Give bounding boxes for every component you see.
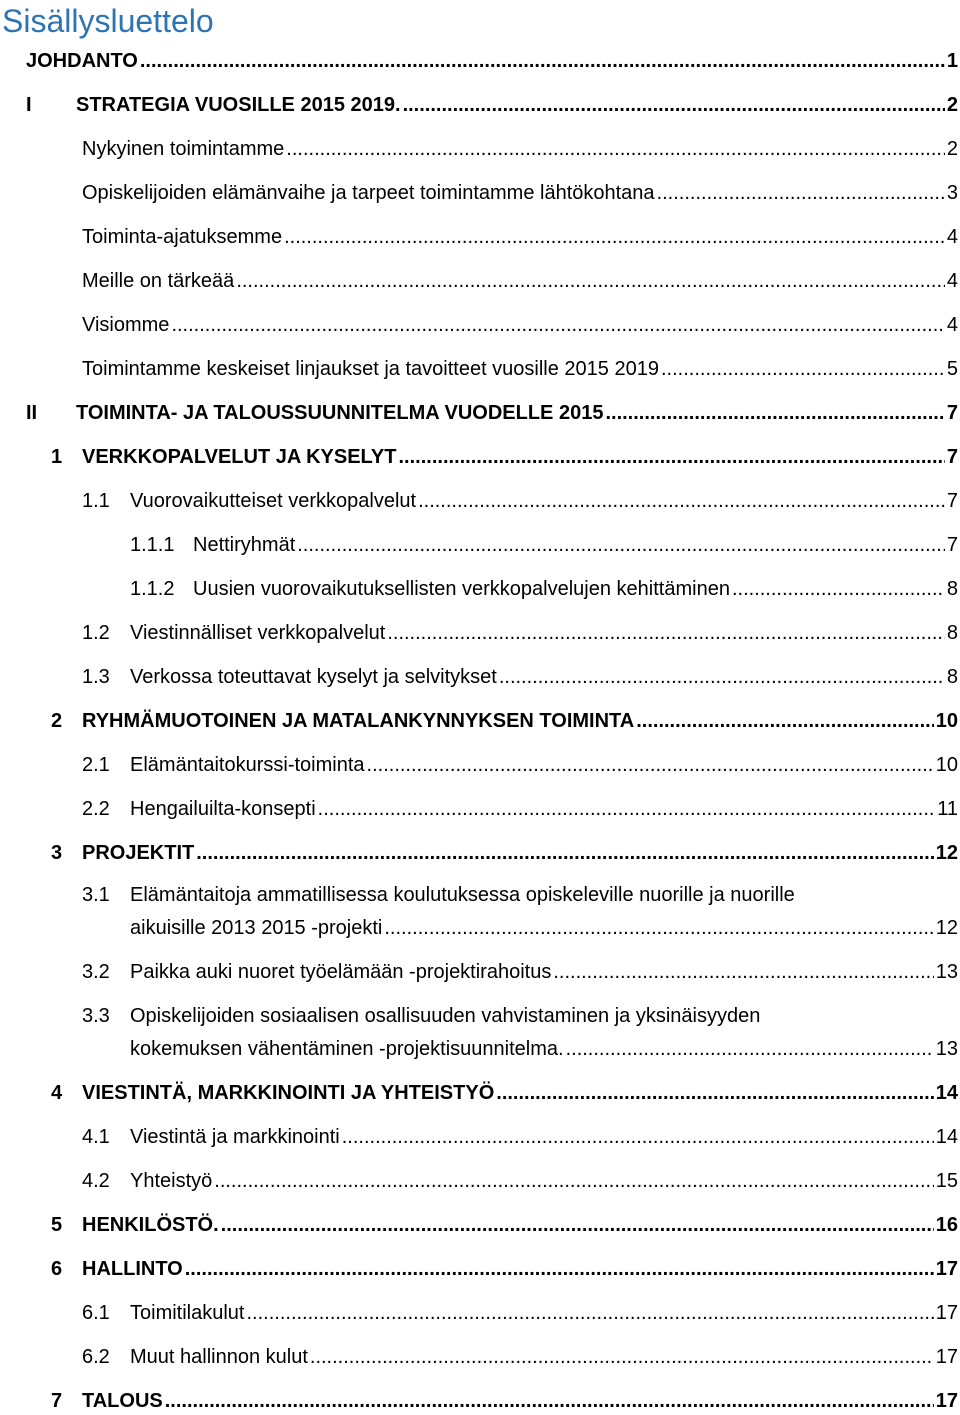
toc-entry[interactable]: [0, 795, 960, 823]
toc-entry-text-line1: Elämäntaitoja ammatillisessa koulutuksessa opiskeleville nuorille ja nuorille: [130, 884, 795, 906]
toc-entry-text: TOIMINTA- JA TALOUSSUUNNITELMA VUODELLE 2015: [76, 402, 604, 424]
toc-entry-number: 3.2: [82, 961, 110, 983]
toc-entry[interactable]: [0, 707, 960, 735]
toc-entry[interactable]: [0, 881, 960, 942]
toc-entry-page: 17: [935, 1346, 958, 1368]
toc-entry-number: 1.1.1: [130, 534, 175, 556]
toc-entry-text: Meille on tärkeää: [82, 270, 235, 292]
toc-entry-number: 2: [51, 710, 63, 732]
toc-entry-number: 1.2: [82, 622, 110, 644]
toc-entry-number: 4.1: [82, 1126, 110, 1148]
toc-entry-page: 10: [935, 710, 958, 732]
toc-entry-page: 10: [935, 754, 958, 776]
toc-entry[interactable]: [0, 575, 960, 603]
toc-entry[interactable]: [0, 1167, 960, 1195]
toc-entry[interactable]: [0, 223, 960, 251]
toc-entry-page: 17: [935, 1302, 958, 1324]
dot-leader: [499, 663, 945, 691]
toc-entry-page: 15: [935, 1170, 958, 1192]
dot-leader: [636, 707, 934, 735]
toc-entry-number: 5: [51, 1214, 63, 1236]
toc-entry-page: 3: [946, 182, 958, 204]
toc-entry-page: 7: [946, 402, 958, 424]
toc-entry[interactable]: [0, 399, 960, 427]
dot-leader: [732, 575, 945, 603]
toc-entry-page: 7: [946, 534, 958, 556]
toc-entry-number: 3.3: [82, 1005, 110, 1027]
dot-leader: [140, 47, 945, 75]
toc-entry-page: 14: [935, 1126, 958, 1148]
toc-entry-number: 4: [51, 1082, 63, 1104]
dot-leader: [318, 795, 936, 823]
toc-entry[interactable]: [0, 751, 960, 779]
toc-entry-number: II: [26, 402, 38, 424]
toc-entry-text-line1: Opiskelijoiden sosiaalisen osallisuuden vahvistaminen ja yksinäisyyden: [130, 1005, 761, 1027]
toc-entry-page: 16: [935, 1214, 958, 1236]
toc-entry[interactable]: [0, 958, 960, 986]
toc-entry-text: Visiomme: [82, 314, 170, 336]
dot-leader: [284, 223, 945, 251]
toc-entry-text: Viestinnälliset verkkopalvelut: [130, 622, 386, 644]
toc-entry[interactable]: [0, 47, 960, 75]
toc-entry-text: kokemuksen vähentäminen -projektisuunnitelma.: [130, 1038, 564, 1060]
toc-entry[interactable]: [0, 311, 960, 339]
toc-entry[interactable]: [0, 443, 960, 471]
toc-entry-page: 12: [935, 917, 958, 939]
toc-entry[interactable]: [0, 1343, 960, 1371]
toc-entry-text: Toimintamme keskeiset linjaukset ja tavoitteet vuosille 2015 2019: [82, 358, 659, 380]
toc-entry-number: 6: [51, 1258, 63, 1280]
toc-entry-text: Nykyinen toimintamme: [82, 138, 285, 160]
toc-entry[interactable]: [0, 1079, 960, 1107]
dot-leader: [661, 355, 945, 383]
dot-leader: [221, 1211, 934, 1239]
toc-entry[interactable]: [0, 663, 960, 691]
dot-leader: [399, 443, 945, 471]
toc-entry-text: Toimitilakulut: [130, 1302, 245, 1324]
toc-entry-page: 8: [946, 666, 958, 688]
dot-leader: [496, 1079, 933, 1107]
toc-entry-page: 14: [935, 1082, 958, 1104]
toc-entry-text: TALOUS: [82, 1390, 163, 1412]
toc-entry-page: 17: [935, 1390, 958, 1412]
toc-entry-number: 1.1.2: [130, 578, 175, 600]
toc-entry-number: 6.2: [82, 1346, 110, 1368]
dot-leader: [384, 914, 933, 942]
toc-entry-text: Viestintä ja markkinointi: [130, 1126, 340, 1148]
toc-entry-number: 3: [51, 842, 63, 864]
dot-leader: [236, 267, 945, 295]
toc-entry[interactable]: [0, 1255, 960, 1283]
toc-entry-page: 1: [946, 50, 958, 72]
toc-entry[interactable]: [0, 1387, 960, 1415]
toc-entry-text: HENKILÖSTÖ.: [82, 1214, 219, 1236]
toc-title: Sisällysluettelo: [2, 3, 214, 39]
toc-entry-text: Nettiryhmät: [193, 534, 296, 556]
dot-leader: [657, 179, 945, 207]
toc-entry-text: Yhteistyö: [130, 1170, 213, 1192]
toc-entry[interactable]: [0, 267, 960, 295]
dot-leader: [171, 311, 944, 339]
toc-entry-page: 8: [946, 578, 958, 600]
dot-leader: [297, 531, 945, 559]
dot-leader: [387, 619, 945, 647]
toc-entry-text: Muut hallinnon kulut: [130, 1346, 308, 1368]
toc-entry-page: 7: [946, 446, 958, 468]
toc-entry-text: Vuorovaikutteiset verkkopalvelut: [130, 490, 417, 512]
toc-entry[interactable]: [0, 619, 960, 647]
toc-entry-text: JOHDANTO: [26, 50, 138, 72]
toc-entry-text: Elämäntaitokurssi-toiminta: [130, 754, 365, 776]
dot-leader: [185, 1255, 934, 1283]
dot-leader: [605, 399, 944, 427]
toc-entry[interactable]: [0, 179, 960, 207]
toc-entry-text: VERKKOPALVELUT JA KYSELYT: [82, 446, 397, 468]
toc-entry[interactable]: [0, 135, 960, 163]
toc-entry[interactable]: [0, 531, 960, 559]
dot-leader: [553, 958, 933, 986]
toc-entry-page: 13: [935, 961, 958, 983]
dot-leader: [367, 751, 934, 779]
dot-leader: [342, 1123, 934, 1151]
toc-entry-number: 4.2: [82, 1170, 110, 1192]
toc-entry-number: 7: [51, 1390, 63, 1412]
toc-entry-page: 8: [946, 622, 958, 644]
toc-entry-text: HALLINTO: [82, 1258, 183, 1280]
dot-leader: [286, 135, 945, 163]
toc-entry[interactable]: [0, 91, 960, 119]
toc-entry-page: 11: [937, 798, 958, 820]
toc-entry-page: 4: [946, 226, 958, 248]
toc-entry-number: 3.1: [82, 884, 110, 906]
dot-leader: [196, 839, 934, 867]
toc-entry-page: 17: [935, 1258, 958, 1280]
dot-leader: [246, 1299, 933, 1327]
toc-entry-page: 4: [946, 314, 958, 336]
toc-entry[interactable]: [0, 1002, 960, 1063]
toc-entry-number: 2.2: [82, 798, 110, 820]
toc-entry-text: Paikka auki nuoret työelämään -projektirahoitus: [130, 961, 552, 983]
dot-leader: [310, 1343, 934, 1371]
toc-entry-text: Verkossa toteuttavat kyselyt ja selvitykset: [130, 666, 497, 688]
toc-entry-text: Toiminta-ajatuksemme: [82, 226, 283, 248]
toc-entry[interactable]: [0, 1299, 960, 1327]
toc-entry-text: Opiskelijoiden elämänvaihe ja tarpeet toimintamme lähtökohtana: [82, 182, 655, 204]
dot-leader: [566, 1035, 934, 1063]
toc-entry[interactable]: [0, 1211, 960, 1239]
toc-entry-number: 1: [51, 446, 63, 468]
toc-entry[interactable]: [0, 839, 960, 867]
toc-entry-page: 5: [946, 358, 958, 380]
dot-leader: [403, 91, 945, 119]
toc-entry-number: 6.1: [82, 1302, 110, 1324]
dot-leader: [418, 487, 945, 515]
toc-entry-text: RYHMÄMUOTOINEN JA MATALANKYNNYKSEN TOIMINTA: [82, 710, 635, 732]
toc-entry-number: I: [26, 94, 32, 116]
toc-entry-number: 1.3: [82, 666, 110, 688]
toc-entry-text: aikuisille 2013 2015 -projekti: [130, 917, 383, 939]
toc-entry-page: 4: [946, 270, 958, 292]
toc-entry-text: STRATEGIA VUOSILLE 2015 2019.: [76, 94, 401, 116]
dot-leader: [165, 1387, 934, 1415]
toc-entry-text: PROJEKTIT: [82, 842, 195, 864]
toc-entry[interactable]: [0, 487, 960, 515]
toc-entry-text: Uusien vuorovaikutuksellisten verkkopalvelujen kehittäminen: [193, 578, 730, 600]
toc-entry-page: 2: [946, 138, 958, 160]
toc-entry-page: 12: [935, 842, 958, 864]
toc-entry-page: 2: [946, 94, 958, 116]
toc-entry-text: Hengailuilta-konsepti: [130, 798, 316, 820]
toc-entry-page: 7: [946, 490, 958, 512]
dot-leader: [214, 1167, 933, 1195]
toc-entry[interactable]: [0, 1123, 960, 1151]
toc-entry-text: VIESTINTÄ, MARKKINOINTI JA YHTEISTYÖ: [82, 1082, 495, 1104]
toc-entry[interactable]: [0, 355, 960, 383]
toc-entry-number: 2.1: [82, 754, 110, 776]
toc-entry-page: 13: [935, 1038, 958, 1060]
toc-entry-number: 1.1: [82, 490, 110, 512]
